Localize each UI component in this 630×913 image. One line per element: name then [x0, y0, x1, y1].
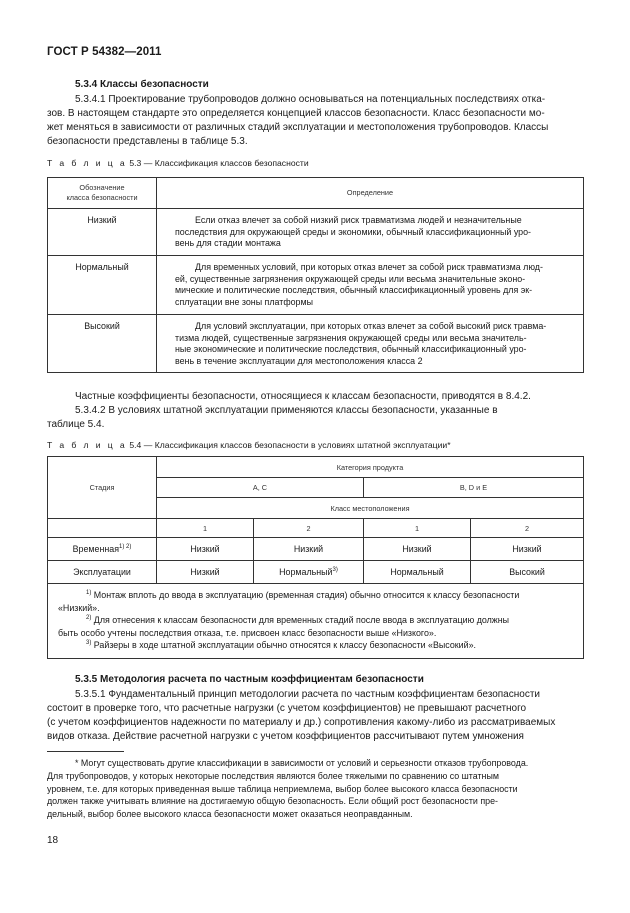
- footnote: [47, 757, 583, 821]
- section-title-535: 5.3.5 Методология расчета по частным коэффициентам безопасности: [75, 674, 424, 685]
- table-row: [48, 209, 584, 256]
- header-category-ac: А, С: [157, 478, 364, 498]
- text-line: состоит в проверке того, что расчетные нагрузки (с учетом коэффициентов) не превышают расчетного: [47, 703, 527, 714]
- header-product-category: Категория продукта: [157, 457, 584, 478]
- text-line: 5.3.4.2 В условиях штатной эксплуатации применяются классы безопасности, указанные в: [75, 405, 498, 416]
- location-cell: 2: [471, 519, 584, 538]
- table-notes: [48, 584, 584, 659]
- table-row: [48, 256, 584, 315]
- note-line: «Низкий».: [58, 602, 100, 613]
- value-cell: Низкий: [364, 538, 471, 561]
- footnote-line: должен также учитывать влияние на достигаемую общую безопасность. Если общий рост безопасности пре-: [47, 796, 498, 807]
- header-location-class: Класс местоположения: [157, 498, 584, 519]
- paragraph-5351: [47, 688, 583, 744]
- caption-prefix: Т а б л и ц а: [47, 158, 127, 168]
- text-line: безопасности представлены в таблице 5.3.: [47, 136, 248, 147]
- note-line: быть особо учтены последствия отказа, т.е. присвоен класс безопасности выше «Низкого».: [58, 627, 437, 638]
- note-line: $^{2)}$ Для отнесения к классам безопасности для временных стадий после ввода в эксплуатацию должны: [86, 615, 510, 625]
- footnote-line: уровнем, т.е. для которых приведенная выше таблица неприемлема, выбор более высокого класса безопасности: [47, 783, 518, 794]
- text-line: зов. В настоящем стандарте это определяется концепцией классов безопасности. Класс безопасности мо-: [47, 108, 545, 119]
- table-row: [48, 538, 584, 561]
- location-cell: 1: [364, 519, 471, 538]
- table-caption-53: [47, 158, 309, 168]
- footnote-line: дельный, выбор более высокого класса безопасности может оказаться неоправданным.: [47, 809, 413, 820]
- footnote-line: Для трубопроводов, у которых некоторые последствия являются более тяжелыми по сравнению со штатным: [47, 770, 499, 781]
- document-header: ГОСТ Р 54382—2011: [47, 46, 162, 58]
- header-category-bde: В, D и Е: [364, 478, 584, 498]
- class-cell: Высокий: [48, 315, 157, 373]
- value-cell: Низкий: [157, 561, 254, 584]
- stage-cell: Временная$^{1) 2)}$: [48, 538, 157, 561]
- safety-class-table: [47, 177, 584, 373]
- text-line: 5.3.4.1 Проектирование трубопроводов должно основываться на потенциальных последствиях отка-: [75, 94, 546, 105]
- text-line: видов отказа. Действие расчетной нагрузки с учетом коэффициентов рассчитывают путем умножения: [47, 731, 524, 742]
- column-header-definition: Определение: [157, 178, 584, 209]
- caption-prefix: Т а б л и ц а: [47, 440, 127, 450]
- note-line: $^{1)}$ Монтаж вплоть до ввода в эксплуатацию (временная стадия) обычно относится к классу безопасности: [86, 590, 520, 600]
- table-row: [48, 315, 584, 373]
- definition-cell: Для временных условий, при которых отказ влечет за собой риск травматизма люд- ей, существенные загрязнения окружающей среды или весьма значительные эконо- мические и политические последствия, обычный классификационный уровень для эк- сплуатации вне зоны платформы: [157, 256, 584, 315]
- paragraph-5341: [47, 93, 583, 149]
- footnote-line: * Могут существовать другие классификации в зависимости от условий и серьезности отказов трубопровода.: [75, 758, 529, 768]
- section-title-534: 5.3.4 Классы безопасности: [75, 79, 209, 90]
- column-header-stage: Стадия: [48, 457, 157, 519]
- location-cell: 2: [254, 519, 364, 538]
- footnote-divider: [47, 751, 124, 752]
- value-cell: Высокий: [471, 561, 584, 584]
- value-cell: Низкий: [254, 538, 364, 561]
- text-line: 5.3.5.1 Фундаментальный принцип методологии расчета по частным коэффициентам безопасности: [75, 689, 540, 700]
- class-cell: Нормальный: [48, 256, 157, 315]
- location-cell: 1: [157, 519, 254, 538]
- value-cell: Низкий: [157, 538, 254, 561]
- definition-cell: Для условий эксплуатации, при которых отказ влечет за собой высокий риск травма- тизма людей, существенные загрязнения окружающей среды или весьма значитель- ные экономические и политические последствия, обычный классификационный уро- вень в течение эксплуатации для местоположения класса 2: [157, 315, 584, 373]
- paragraph-middle: [47, 390, 583, 432]
- table-caption-54: [47, 440, 451, 450]
- note-line: $^{3)}$ Райзеры в ходе штатной эксплуатации обычно относятся к классу безопасности «Высокий».: [86, 640, 476, 650]
- caption-text: 5.4 — Классификация классов безопасности в условиях штатной эксплуатации*: [129, 440, 451, 450]
- text-line: (с учетом коэффициентов надежности по материалу и др.) сопротивления какому-либо из рассматриваемых: [47, 717, 556, 728]
- text-line: жет меняться в зависимости от различных стадий эксплуатации и местоположения трубопроводов. Классы: [47, 122, 549, 133]
- text-line: Частные коэффициенты безопасности, относящиеся к классам безопасности, приводятся в 8.4.2.: [75, 391, 531, 402]
- value-cell: Низкий: [471, 538, 584, 561]
- definition-cell: Если отказ влечет за собой низкий риск травматизма людей и незначительные последствия для окружающей среды и экономики, обычный классификационный уро- вень для стадии монтажа: [157, 209, 584, 256]
- table-row: [48, 561, 584, 584]
- value-cell: Нормальный$^{3)}$: [254, 561, 364, 584]
- class-cell: Низкий: [48, 209, 157, 256]
- stage-cell: Эксплуатации: [48, 561, 157, 584]
- operation-safety-table: [47, 456, 584, 659]
- page-number: 18: [47, 835, 59, 846]
- caption-text: 5.3 — Классификация классов безопасности: [129, 158, 309, 168]
- text-line: таблице 5.4.: [47, 419, 105, 430]
- value-cell: Нормальный: [364, 561, 471, 584]
- column-header-class: Обозначение класса безопасности: [48, 178, 157, 209]
